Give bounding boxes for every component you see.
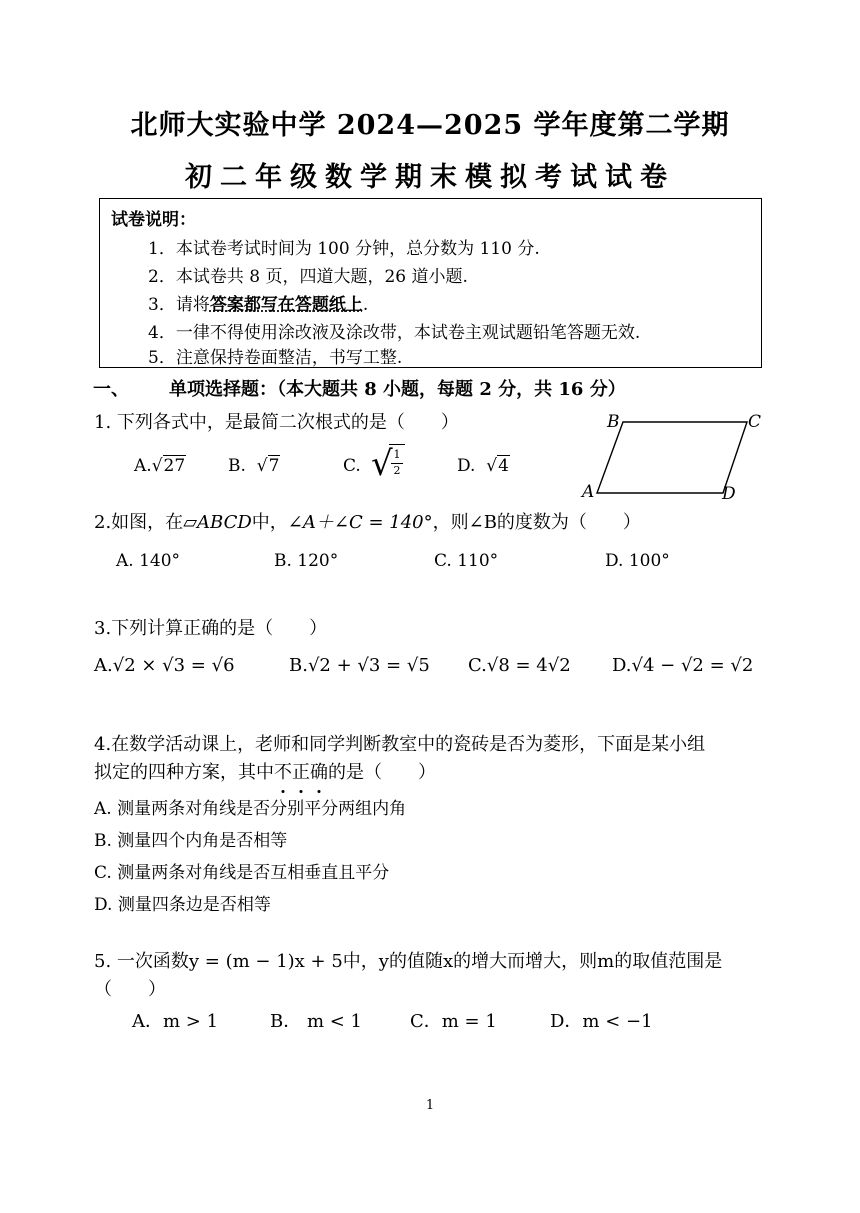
instructions-heading: 试卷说明： [111, 210, 196, 230]
parallelogram-shape [597, 422, 747, 493]
section-1-title: 单项选择题：（本大题共 8 小题，每题 2 分，共 16 分） [169, 379, 626, 400]
q5-option-c: C．m = 1 [410, 1011, 497, 1032]
q1-option-d-label: D. [457, 456, 476, 476]
q4-stem-line2-suffix: 的是（ ） [328, 762, 436, 783]
q1-option-c-denominator: 2 [393, 464, 401, 477]
q1-option-a-label: A. [134, 456, 152, 476]
section-1-label: 一、 [93, 379, 129, 400]
vertex-label-a: A [582, 482, 595, 502]
exam-title-line1: 北师大实验中学 2024—2025 学年度第二学期 [130, 110, 730, 141]
question-1-stem: 1. 下列各式中，是最简二次根式的是（ ） [94, 412, 459, 433]
q4-emphasis-char-3: 确 [310, 762, 328, 783]
q1-option-d: D. √4 [457, 456, 509, 476]
q2-stem-prefix: 2.如图，在 [94, 512, 184, 533]
q4-option-b: B. 测量四个内角是否相等 [94, 831, 288, 851]
q3-option-a: A.√2 × √3 = √6 [94, 655, 235, 676]
question-2-stem [94, 508, 641, 534]
page-number: 1 [425, 1098, 435, 1113]
q4-emphasis-char-2: 正 [292, 762, 310, 783]
q5-option-d: D．m < −1 [550, 1011, 653, 1032]
q2-angle-condition: ∠A＋∠C = 140° [287, 512, 433, 533]
q2-option-a: A. 140° [116, 551, 181, 571]
vertex-label-d: D [722, 484, 736, 504]
q1-option-c-label: C. [343, 456, 361, 476]
q1-option-c-numerator: 1 [393, 448, 401, 461]
instruction-item-1: 1．本试卷考试时间为 100 分钟，总分数为 110 分. [148, 239, 540, 259]
q1-option-b-label: B. [228, 456, 246, 476]
question-5-stem-line2: （ ） [94, 979, 166, 1000]
q1-option-a-radicand: 27 [163, 456, 186, 476]
instruction-item-3-suffix: . [362, 295, 369, 315]
instruction-item-3 [148, 290, 368, 315]
q4-emphasis-char-1: 不 [274, 762, 292, 783]
vertex-label-b: B [607, 412, 620, 432]
instruction-item-3-emphasis: 答案都写在答题纸上 [209, 295, 363, 315]
q1-option-b-radicand: 7 [268, 456, 280, 476]
parallelogram-figure [570, 405, 770, 510]
q4-option-c: C. 测量两条对角线是否互相垂直且平分 [94, 863, 390, 883]
q2-option-d: D. 100° [605, 551, 670, 571]
q3-option-b: B.√2 + √3 = √5 [289, 655, 430, 676]
q2-parallelogram-name: ▱ABCD [183, 512, 252, 533]
q2-stem-mid: 中， [251, 512, 288, 533]
instruction-item-5: 5．注意保持卷面整洁，书写工整. [148, 348, 403, 368]
q4-option-a: A. 测量两条对角线是否分别平分两组内角 [94, 799, 407, 819]
q2-stem-suffix: ，则∠B的度数为（ ） [432, 512, 641, 533]
q4-stem-line2-prefix: 拟定的四种方案，其中 [94, 762, 274, 783]
vertex-label-c: C [748, 412, 762, 432]
q3-option-d: D.√4 − √2 = √2 [612, 655, 754, 676]
question-4-stem-line1: 4.在数学活动课上，老师和同学判断教室中的瓷砖是否为菱形，下面是某小组 [94, 734, 706, 755]
q3-option-c: C.√8 = 4√2 [468, 655, 571, 676]
q1-option-b: B. √7 [228, 456, 280, 476]
q2-option-c: C. 110° [434, 551, 499, 571]
question-4-stem-line2 [94, 758, 436, 784]
section-1-heading [93, 375, 626, 401]
q2-option-b: B. 120° [274, 551, 339, 571]
question-3-stem: 3.下列计算正确的是（ ） [94, 618, 328, 639]
q4-option-d: D. 测量四条边是否相等 [94, 895, 271, 915]
exam-title-line2: 初二年级数学期末模拟考试试卷 [185, 162, 675, 193]
q1-option-a: A.√27 [134, 456, 186, 476]
instruction-item-4: 4．一律不得使用涂改液及涂改带，本试卷主观试题铅笔答题无效. [148, 323, 641, 343]
instruction-item-2: 2．本试卷共 8 页，四道大题，26 道小题. [148, 267, 468, 287]
q5-option-a: A．m > 1 [132, 1011, 219, 1032]
question-5-stem-line1: 5. 一次函数y = (m − 1)x + 5中，y的值随x的增大而增大，则m的取值范围是 [94, 951, 723, 972]
instruction-item-3-prefix: 3．请将 [148, 295, 210, 315]
q1-option-d-radicand: 4 [498, 456, 509, 476]
q5-option-b: B． m < 1 [270, 1011, 362, 1032]
